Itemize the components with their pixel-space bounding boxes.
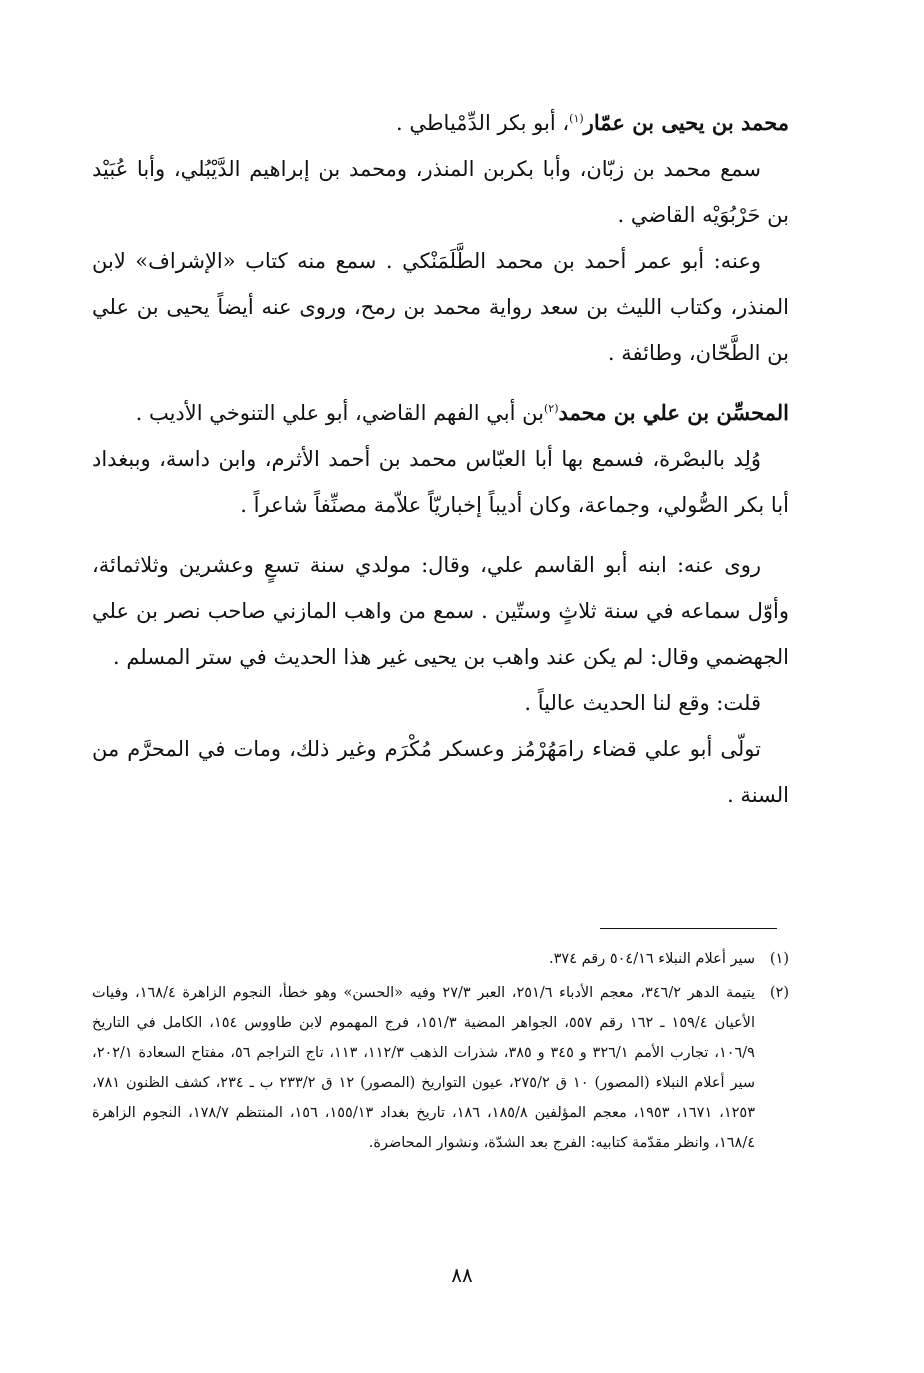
main-text [92, 100, 789, 818]
entry-heading-rest-2: بن أبي الفهم القاضي، أبو علي التنوخي الأديب . [135, 401, 544, 425]
footnote-text-1: سير أعلام النبلاء ٥٠٤/١٦ رقم ٣٧٤. [549, 951, 755, 967]
entry-name-1: محمد بن يحيى بن عمّار [583, 110, 789, 135]
footnotes [92, 944, 789, 1158]
footnote-ref-1: (١) [569, 112, 584, 125]
entry-heading-2 [92, 390, 789, 436]
footnote-ref-2: (٢) [543, 402, 559, 415]
entry1-paragraph-2: وعنه: أبو عمر أحمد بن محمد الطَّلَمَنْكي . سمع منه كتاب «الإشراف» لابن المنذر، وكتاب الليث بن سعد رواية محمد بن رمح، وروى عنه أيضاً يحيى بن علي بن الطَّحّان، وطائفة . [92, 249, 789, 365]
footnote-number-2: (٢) [769, 985, 789, 1001]
entry-name-2: المحسِّن بن علي بن محمد [558, 400, 789, 425]
footnote-2 [92, 978, 789, 1158]
entry-heading-1 [92, 100, 789, 146]
page-number: ٨٨ [451, 1263, 473, 1287]
entry-heading-rest-1: ، أبو بكر الدِّمْياطي . [395, 111, 570, 135]
footnote-text-2: يتيمة الدهر ٣٤٦/٢، معجم الأدباء ٢٥١/٦، العبر ٢٧/٣ وفيه «الحسن» وهو خطأ، النجوم الزاهرة ١٦٨/٤، وفيات الأعيان ١٥٩/٤ ـ ١٦٢ رقم ٥٥٧، الجواهر المضية ١٥١/٣، فرج المهموم لابن طاووس ١٥٤، الكامل في التاريخ ١٠٦/٩، تجارب الأمم ٣٢٦/١ و ٣٤٥ و ٣٨٥، شذرات الذهب ١١٢/٣، ١١٣، تاج التراجم ٥٦، مفتاح السعادة ٢٠٢/١، سير أعلام النبلاء (المصور) ١٠ ق ٢٧٥/٢، عيون التواريخ (المصور) ١٢ ق ٢٣٣/٢ ب ـ ٢٣٤، كشف الظنون ٧٨١، ١٢٥٣، ١٦٧١، ١٩٥٣، معجم المؤلفين ١٨٥/٨، ١٨٦، تاريخ بغداد ١٥٥/١٣، ١٥٦، المنتظم ١٧٨/٧، النجوم الزاهرة ١٦٨/٤، وانظر مقدّمة كتابيه: الفرج بعد الشدّة، ونشوار المحاضرة. [92, 985, 756, 1151]
footnote-number-1: (١) [769, 951, 789, 967]
footnote-divider [600, 928, 777, 929]
entry1-paragraph-1: سمع محمد بن زبّان، وأبا بكربن المنذر، ومحمد بن إبراهيم الدَّيْبُلي، وأبا عُبَيْد بن حَرْبُوَيْه القاضي . [92, 157, 789, 227]
entry2-paragraph-4: تولّى أبو علي قضاء رامَهُرْمُز وعسكر مُكْرَم وغير ذلك، ومات في المحرَّم من السنة . [92, 737, 789, 807]
entry2-paragraph-2: روى عنه: ابنه أبو القاسم علي، وقال: مولدي سنة تسعٍ وعشرين وثلاثمائة، وأوّل سماعه في سنة ثلاثٍ وستّين . سمع من واهب المازني صاحب نصر بن علي الجهضمي وقال: لم يكن عند واهب بن يحيى غير هذا الحديث في ستر المسلم . [92, 553, 789, 669]
entry2-paragraph-3: قلت: وقع لنا الحديث عالياً . [524, 691, 761, 715]
entry2-paragraph-1: وُلِد بالبصْرة، فسمع بها أبا العبّاس محمد بن أحمد الأثرم، وابن داسة، وببغداد أبا بكر الصُّولي، وجماعة، وكان أديباً إخباريّاً علاّمة مصنِّفاً شاعراً . [92, 447, 789, 517]
footnote-1 [92, 944, 789, 974]
